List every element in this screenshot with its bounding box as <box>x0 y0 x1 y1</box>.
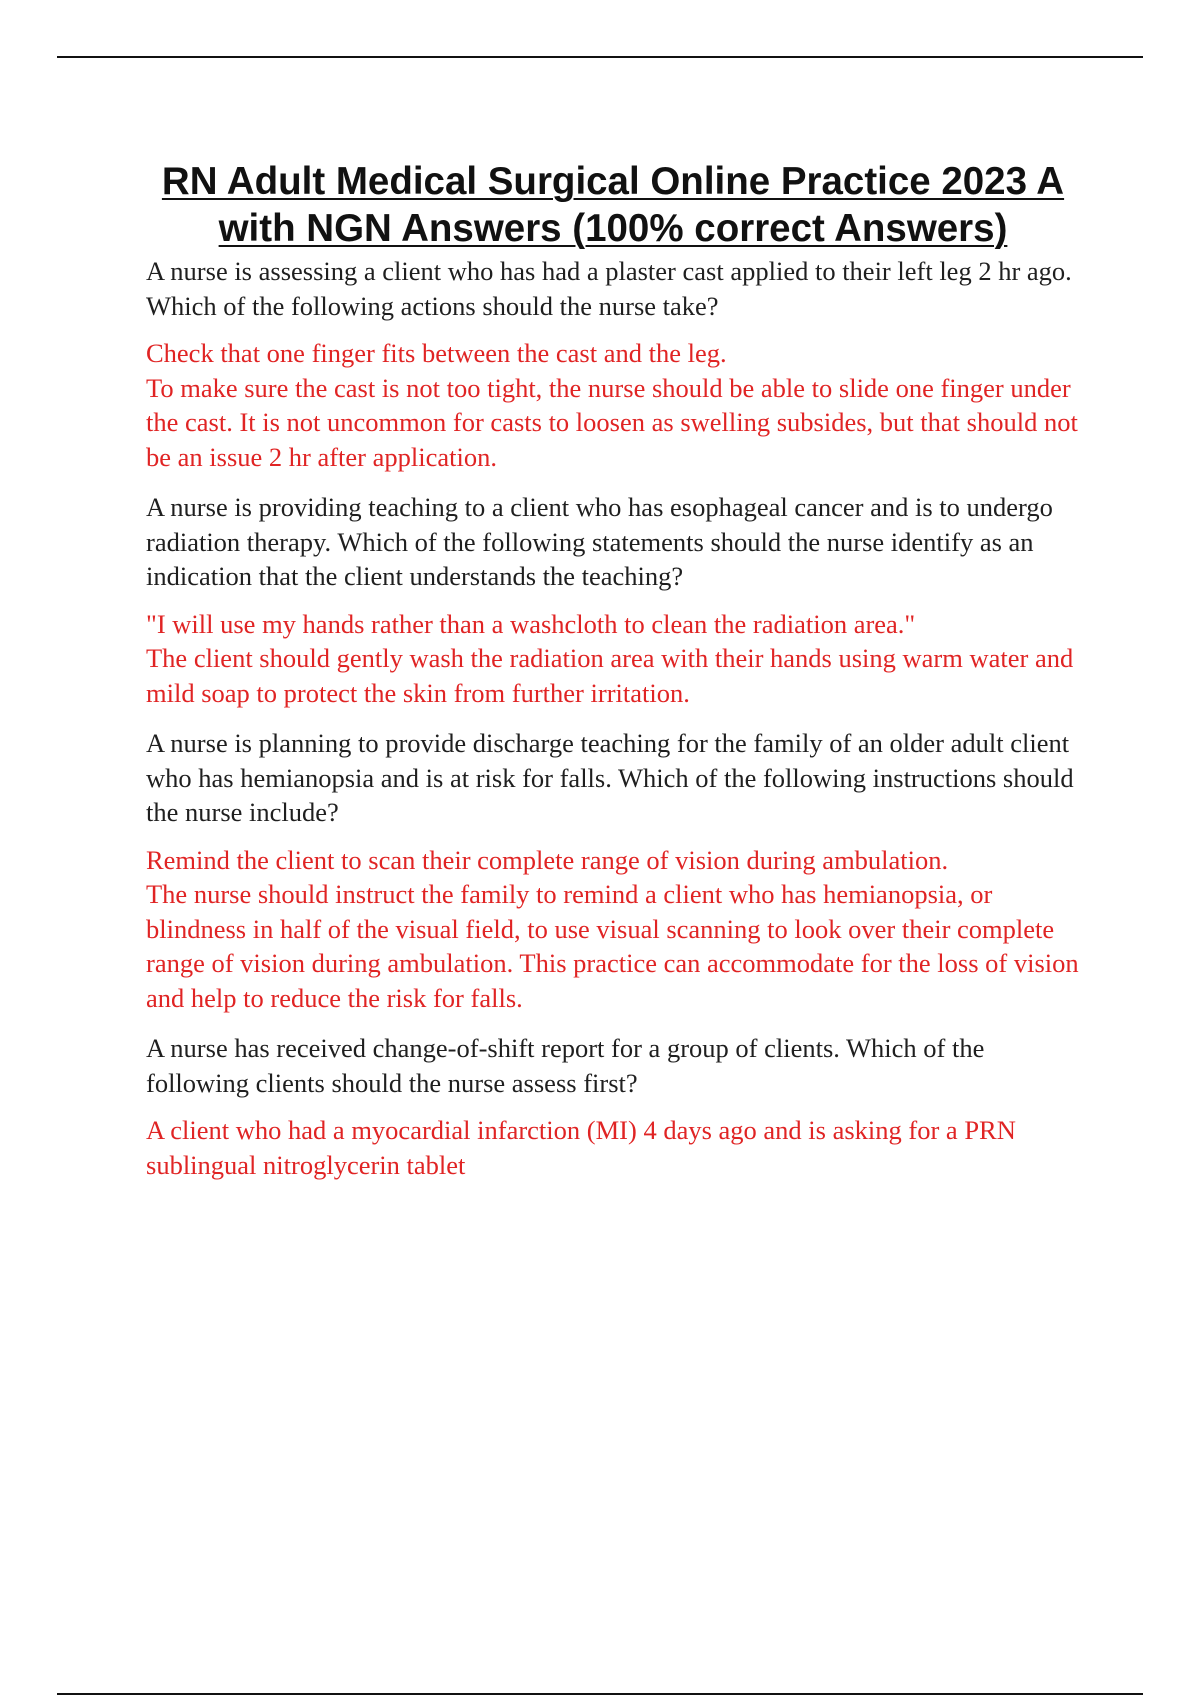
question-text: A nurse is providing teaching to a client who has esophageal cancer and is to undergo radiation therapy. Which of the following statements should the nurse identify as an indication that the client understands the teaching? <box>146 492 1053 591</box>
answer-text: "I will use my hands rather than a washcloth to clean the radiation area." <box>146 608 916 639</box>
qa-item <box>146 1031 1080 1182</box>
qa-item <box>146 726 1080 1015</box>
footer-rule <box>57 1693 1143 1695</box>
rationale-text: The nurse should instruct the family to remind a client who has hemianopsia, or blindness in half of the visual field, to use visual scanning to look over their complete range of vision during ambulation. This practice can accommodate for the loss of vision and help to reduce the risk for falls. <box>146 879 1079 1013</box>
answer-text: Check that one finger fits between the cast and the leg. <box>146 338 727 368</box>
question-text: A nurse is planning to provide discharge teaching for the family of an older adult client who has hemianopsia and is at risk for falls. Which of the following instructions should the nurse include? <box>146 728 1074 827</box>
answer-block <box>146 843 1080 1016</box>
rationale-text: The client should gently wash the radiation area with their hands using warm water and mild soap to protect the skin from further irritation. <box>146 643 1074 708</box>
qa-item <box>146 254 1080 474</box>
answer-block <box>146 1113 1080 1182</box>
answer-text: Remind the client to scan their complete range of vision during ambulation. <box>146 844 949 875</box>
document-title: RN Adult Medical Surgical Online Practice 2023 A with NGN Answers (100% correct Answers) <box>161 160 1065 250</box>
question-text: A nurse has received change-of-shift report for a group of clients. Which of the following clients should the nurse assess first? <box>146 1033 985 1098</box>
answer-text: A client who had a myocardial infarction (MI) 4 days ago and is asking for a PRN sublingual nitroglycerin tablet <box>146 1115 1016 1180</box>
answer-block <box>146 336 1080 474</box>
rationale-text: To make sure the cast is not too tight, the nurse should be able to slide one finger under the cast. It is not uncommon for casts to loosen as swelling subsides, but that should not be an issue 2 hr after application. <box>146 372 1078 472</box>
document-body <box>146 158 1080 1182</box>
question-text: A nurse is assessing a client who has had a plaster cast applied to their left leg 2 hr ago. Which of the following actions should the nurse take? <box>146 256 1072 321</box>
header-rule <box>57 56 1143 58</box>
answer-block <box>146 607 1080 711</box>
qa-item <box>146 490 1080 710</box>
